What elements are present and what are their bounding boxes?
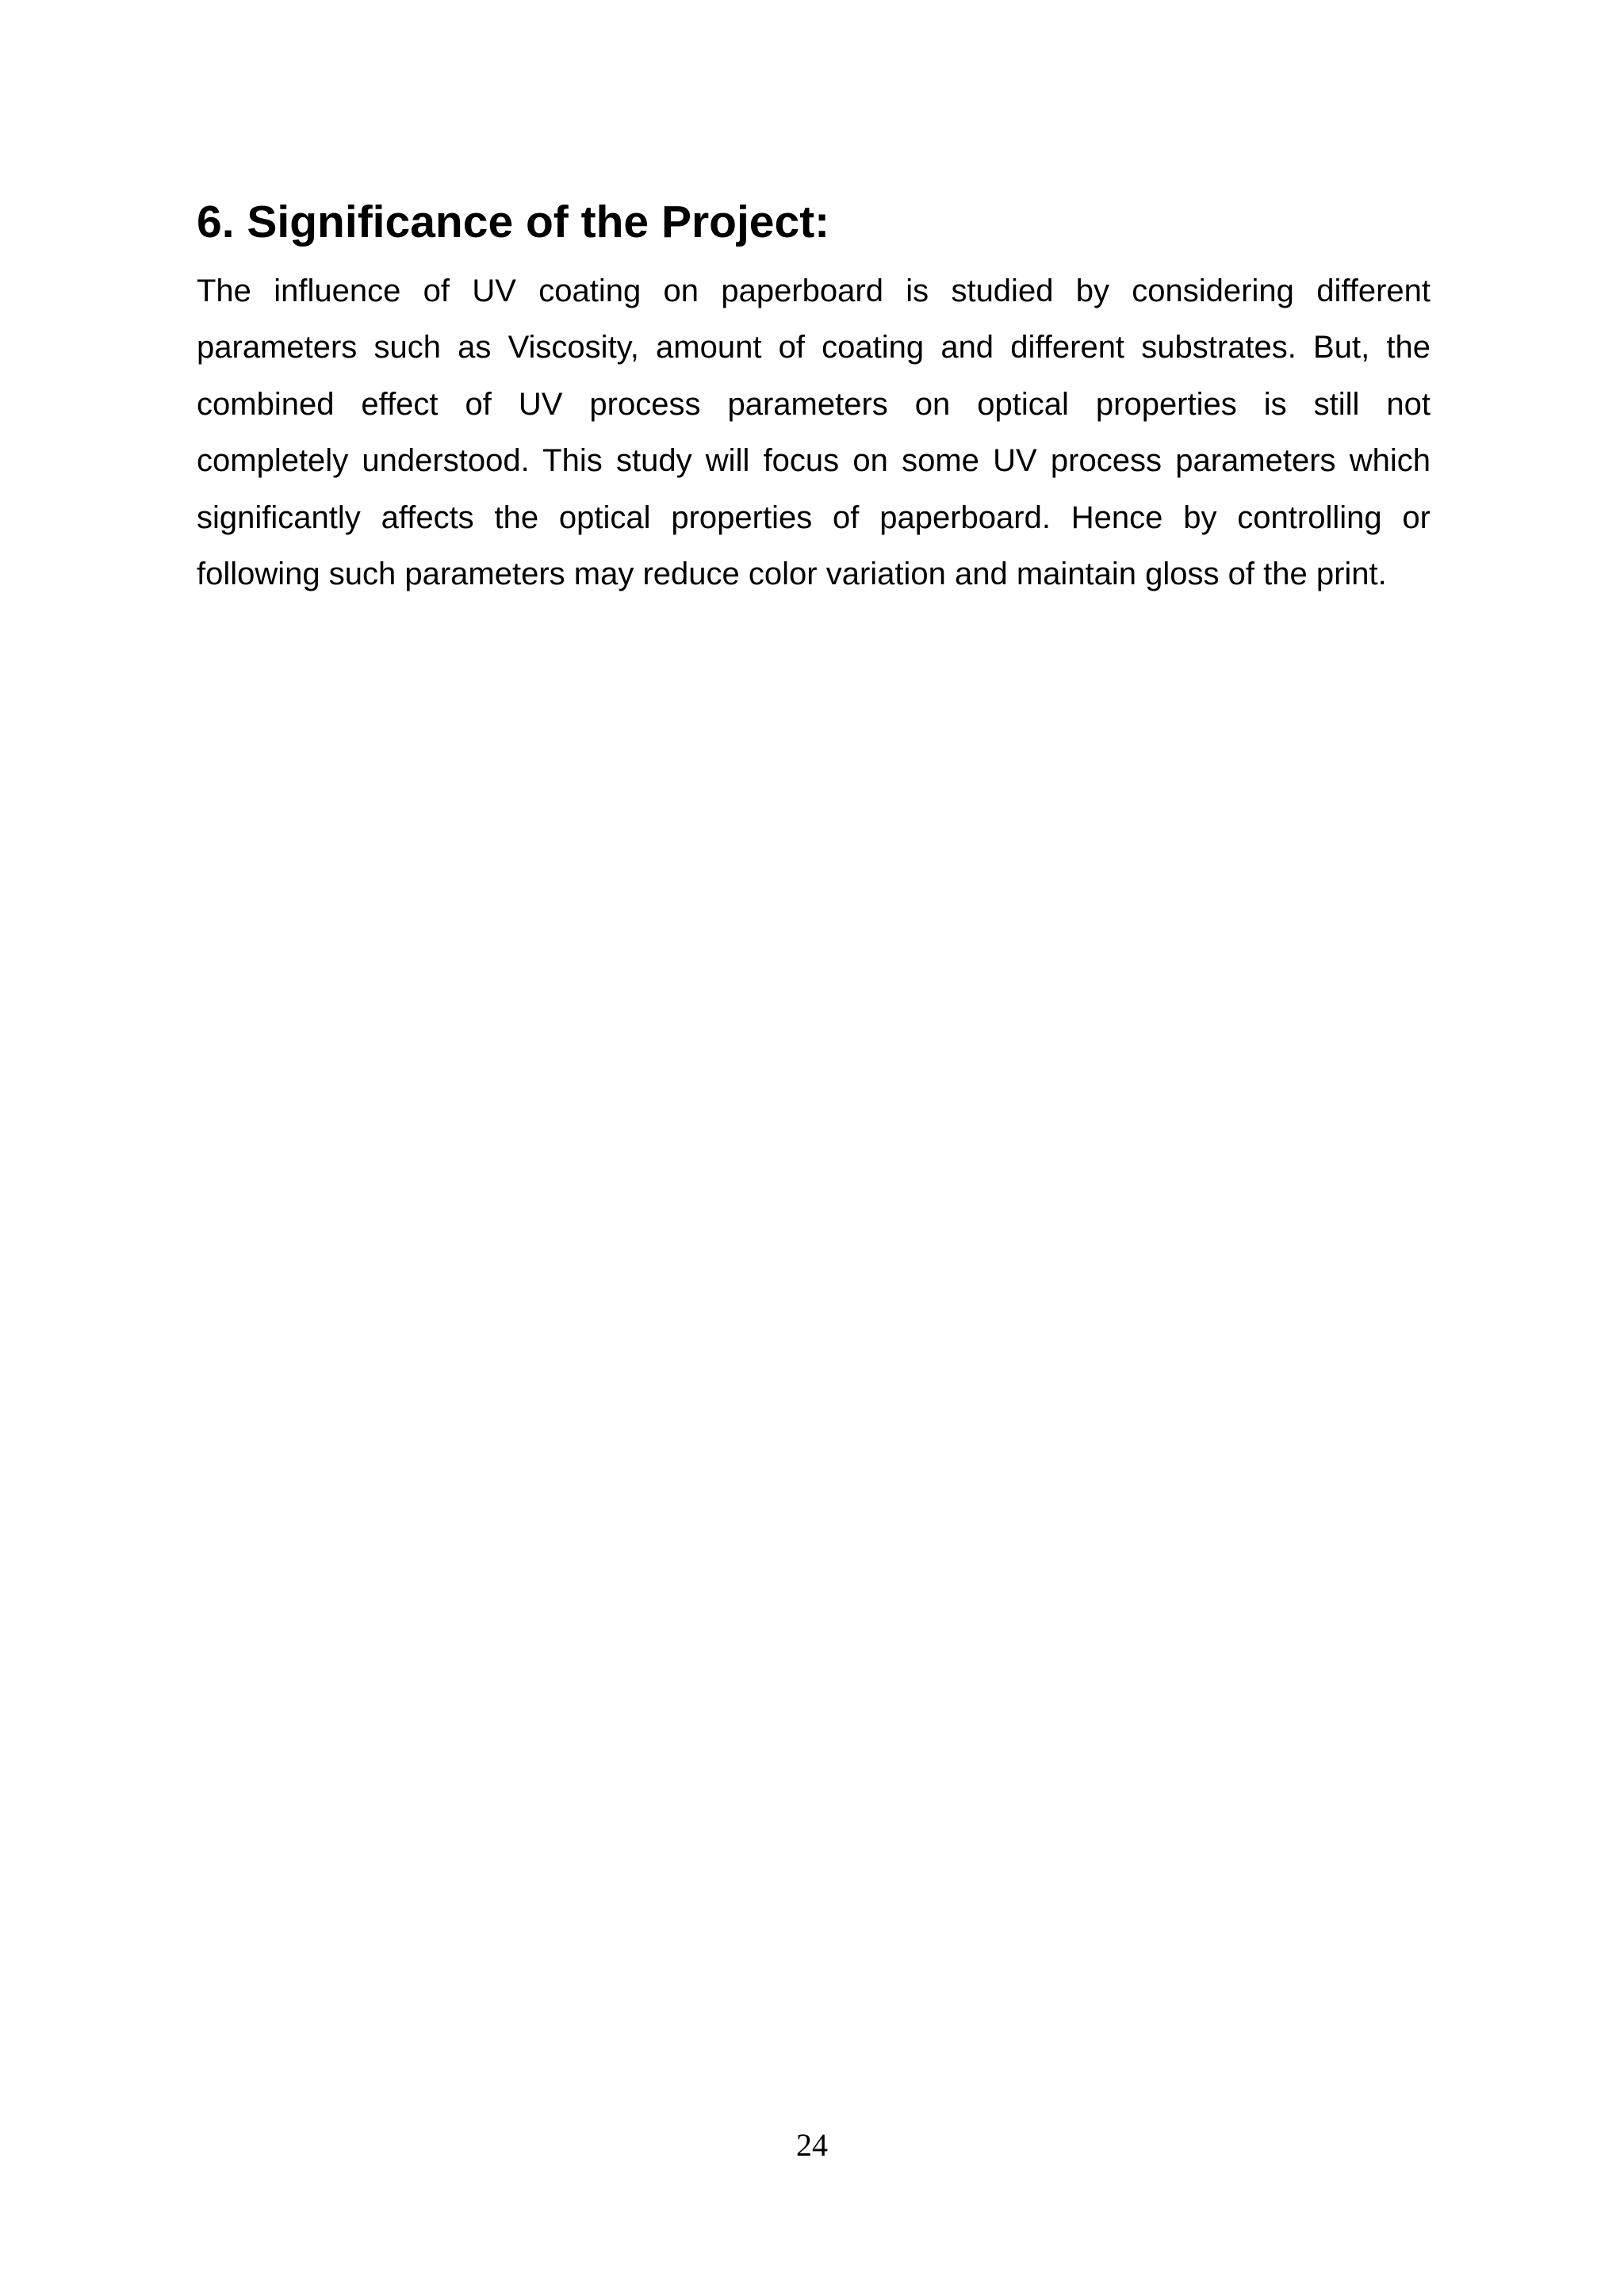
paragraph-line: significantly affects the optical properties of paperboard. Hence by controlling or (197, 499, 1431, 535)
paragraph-line: combined effect of UV process parameters on optical properties is still not (197, 386, 1431, 422)
paragraph-line: following such parameters may reduce color variation and maintain gloss of the print. (197, 556, 1387, 591)
page-number: 24 (796, 2127, 828, 2163)
paragraph-line: parameters such as Viscosity, amount of coating and different substrates. But, the (197, 330, 1431, 365)
paragraph-line: The influence of UV coating on paperboard is studied by considering different (197, 274, 1431, 308)
body-paragraph (197, 263, 1431, 603)
paragraph-line: completely understood. This study will focus on some UV process parameters which (197, 443, 1431, 479)
section-heading: 6. Significance of the Project: (197, 197, 830, 247)
